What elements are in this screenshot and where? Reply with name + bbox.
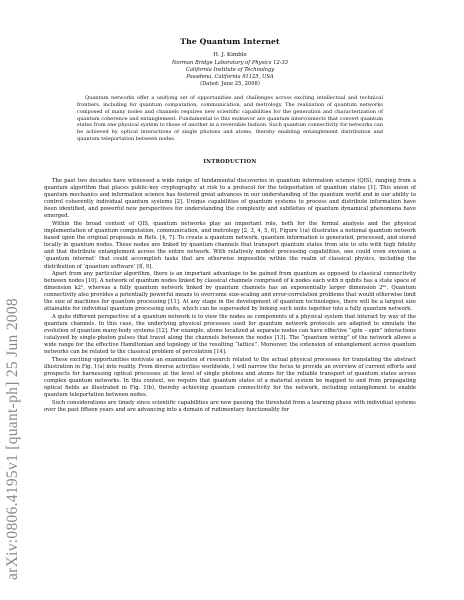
section-heading: INTRODUCTION [203,158,257,165]
paper-author: H. J. Kimble [213,52,247,59]
paper-page [44,38,416,414]
paragraph-2: Within the broad context of QIS, quantum networks play an important role, both for the formal analysis and the physical implementation of quantum computation, communication, and metrology [2, 3, 4, 5, 6]. Figure 1(a) illustrates a notional quantum network based upon the original proposals in Refs. [4, 7]. To create a quantum network, quantum information is generated, processed, and stored locally in quantum nodes. These nodes are linked by quantum channels that transport quantum states from site to site with high fidelity and that distribute entanglement across the entire network. With relatively modest processing capabilities, one could even envision a ‘quantum internet’ that could accomplish tasks that are otherwise impossible within the realm of classical physics, including the distribution of ‘quantum software’ [8, 9]. [44,220,416,270]
paragraph-3: Apart from any particular algorithm, there is an important advantage to be gained from quantum as opposed to classical connectivity between nodes [10]. A network of quantum nodes linked by classical channels comprised of k nodes each with n qubits has a state space of dimension k2ⁿ, whereas a fully quantum network linked by quantum channels has an exponentially larger dimension 2ᵏⁿ. Quantum connectivity also provides a potentially powerful means to overcome size-scaling and error-correlation problems that would otherwise limit the size of machines for quantum processing [11]. At any stage in the development of quantum technologies, there will be a largest size attainable for individual quantum processing units, which can be superseded by linking such units together into a fully quantum network. [44,270,416,313]
paper-title: The Quantum Internet [180,37,280,46]
arxiv-identifier: arXiv:0806.4195v1 [quant-ph] 25 Jun 2008 [4,298,21,580]
affiliation-line-2: California Institute of Technology [185,66,275,73]
paper-date: (Dated: June 25, 2008) [200,81,260,88]
affiliation-line-1: Norman Bridge Laboratory of Physics 12-33 [171,60,289,67]
abstract: Quantum networks offer a unifying set of opportunities and challenges across exciting intellectual and technical frontiers, including for quantum computation, communication, and metrology. The realization of quantum networks composed of many nodes and channels requires new scientific capabilities for the generation and characterization of quantum coherence and entanglement. Fundamental to this endeavor are quantum interconnects that convert quantum states from one physical system to those of another in a reversible fashion. Such quantum connectivity for networks can be achieved by optical interactions of single photons and atoms, thereby enabling entanglement distribution and quantum teleportation between nodes. [77,95,383,142]
paragraph-6: Such considerations are timely since scientific capabilities are now passing the threshold from a learning phase with individual systems over the past fifteen years and are advancing into a domain of rudimentary functionality for [44,399,416,413]
affiliation-line-3: Pasadena, California 91125, USA [186,73,274,80]
paragraph-5: These exciting opportunities motivate an examination of research related to the actual physical processes for translating the abstract illustration in Fig. 1(a) into reality. From diverse activities worldwide, I will narrow the focus to provide an overview of current efforts and prospects for harnessing optical processes at the level of single photons and atoms for the reliable transport of quantum states across complex quantum networks. In this context, we require that quantum states of a material system be mapped to and from propagating optical fields as illustrated in Fig. 1(b), thereby achieving quantum connectivity for the network, including entanglement to enable quantum teleportation between nodes. [44,356,416,399]
paragraph-4: A quite different perspective of a quantum network is to view the nodes as components of a physical system that interact by way of the quantum channels. In this case, the underlying physical processes used for quantum network protocols are adapted to simulate the evolution of quantum many-body systems [12]. For example, atoms localized at separate nodes can have effective “spin – spin” interactions catalyzed by single-photon pulses that travel along the channels between the nodes [13]. The “quantum wiring” of the network allows a wide range for the effective Hamiltonian and topology of the resulting “lattice”. Moreover, the extension of entanglement across quantum networks can be related to the classical problem of percolation [14]. [44,313,416,356]
paragraph-1: The past two decades have witnessed a wide range of fundamental discoveries in quantum information science (QIS), ranging from a quantum algorithm that places public-key cryptography at risk to a protocol for the teleportation of quantum states [1]. This union of quantum mechanics and information science has fostered great advances in our understanding of the quantum world and in our ability to control coherently individual quantum systems [2]. Unique capabilities of quantum systems to process and distribute information have been identified, and powerful new perspectives for understanding the complexity and subtleties of quantum dynamical phenomena have emerged. [44,177,416,220]
